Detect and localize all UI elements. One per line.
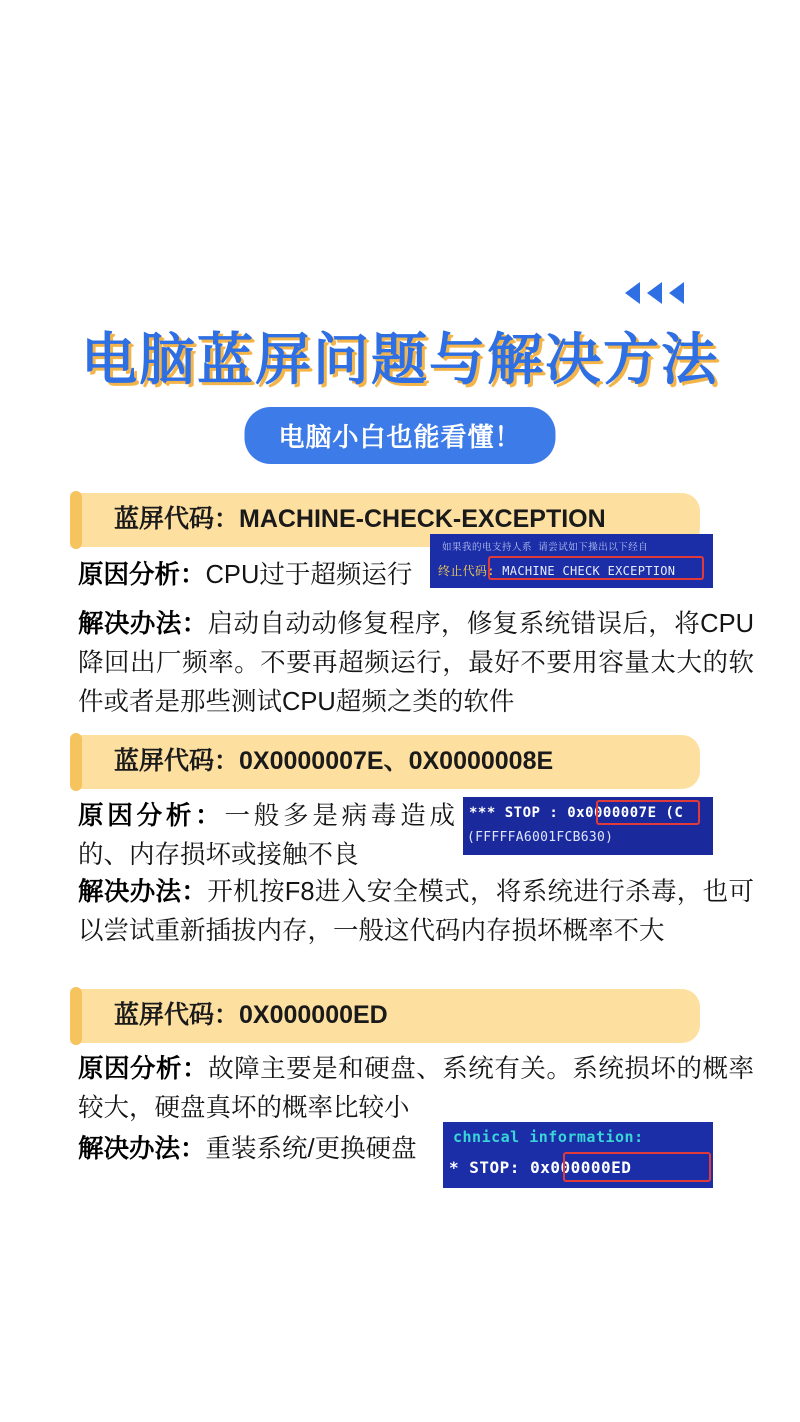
section-3-cause	[0, 1050, 800, 1128]
cause-label: 原因分析：	[78, 802, 225, 830]
code-banner	[88, 989, 700, 1043]
solution-paragraph	[78, 605, 754, 721]
cause-paragraph	[78, 1050, 754, 1128]
subtitle-badge: 电脑小白也能看懂！	[244, 407, 555, 464]
code-banner-label: 蓝屏代码：MACHINE-CHECK-EXCEPTION	[114, 505, 606, 533]
cause-text: CPU过于超频运行	[205, 561, 413, 589]
solution-label: 解决办法：	[78, 1135, 206, 1163]
cause-label: 原因分析：	[78, 561, 206, 589]
highlight-box	[563, 1152, 711, 1182]
cause-paragraph	[78, 797, 455, 875]
solution-text: 开机按F8进入安全模式，将系统进行杀毒，也可以尝试重新插拔内存，一般这代码内存损坏概率不大	[78, 878, 754, 945]
bsod-screenshot-2	[463, 797, 713, 855]
section-0x7e-0x8e	[0, 735, 800, 789]
banner-accent-bar	[70, 491, 82, 549]
solution-text: 重装系统/更换硬盘	[205, 1135, 417, 1163]
cause-text: 故障主要是和硬盘、系统有关。系统损坏的概率较大，硬盘真坏的概率比较小	[78, 1055, 754, 1122]
banner-accent-bar	[70, 733, 82, 791]
triangle-left-icon	[647, 282, 662, 304]
highlight-box	[488, 556, 704, 580]
bsod-stop-code-label: 终止代码:	[438, 564, 495, 578]
bsod-line-2: * STOP: 0x000000ED	[449, 1158, 632, 1177]
cause-label: 原因分析：	[78, 1055, 209, 1083]
bsod-screenshot-3	[443, 1122, 713, 1188]
cause-text: 一般多是病毒造成的、内存损坏或接触不良	[78, 802, 455, 869]
triangle-left-icon	[669, 282, 684, 304]
code-banner	[88, 735, 700, 789]
highlight-box	[596, 800, 700, 825]
banner-accent-bar	[70, 987, 82, 1045]
arrow-decoration-group	[625, 282, 684, 304]
solution-text: 启动自动动修复程序，修复系统错误后，将CPU降回出厂频率。不要再超频运行，最好不要用容量太大的软件或者是那些测试CPU超频之类的软件	[78, 610, 754, 716]
triangle-left-icon	[625, 282, 640, 304]
bsod-line-1: *** STOP : 0x0000007E (C	[469, 805, 684, 821]
solution-label: 解决办法：	[78, 878, 208, 906]
section-0xed	[0, 989, 800, 1043]
code-banner-label: 蓝屏代码：0X000000ED	[114, 1001, 388, 1029]
page-title: 电脑蓝屏问题与解决方法	[81, 328, 719, 393]
solution-paragraph	[78, 873, 754, 951]
bsod-stop-code-value: MACHINE CHECK EXCEPTION	[502, 564, 676, 578]
section-1-solution	[0, 605, 800, 721]
bsod-screenshot-1	[430, 534, 713, 588]
bsod-line-1: 如果我的电支持人系 请尝试如下操出以下经自	[442, 542, 649, 553]
bsod-line-1: chnical information:	[453, 1128, 644, 1146]
solution-label: 解决办法：	[78, 610, 208, 638]
section-2-solution	[0, 873, 800, 951]
bsod-line-2: (FFFFFA6001FCB630)	[467, 830, 614, 845]
solution-paragraph	[78, 1130, 430, 1169]
code-banner-label: 蓝屏代码：0X0000007E、0X0000008E	[114, 747, 554, 775]
